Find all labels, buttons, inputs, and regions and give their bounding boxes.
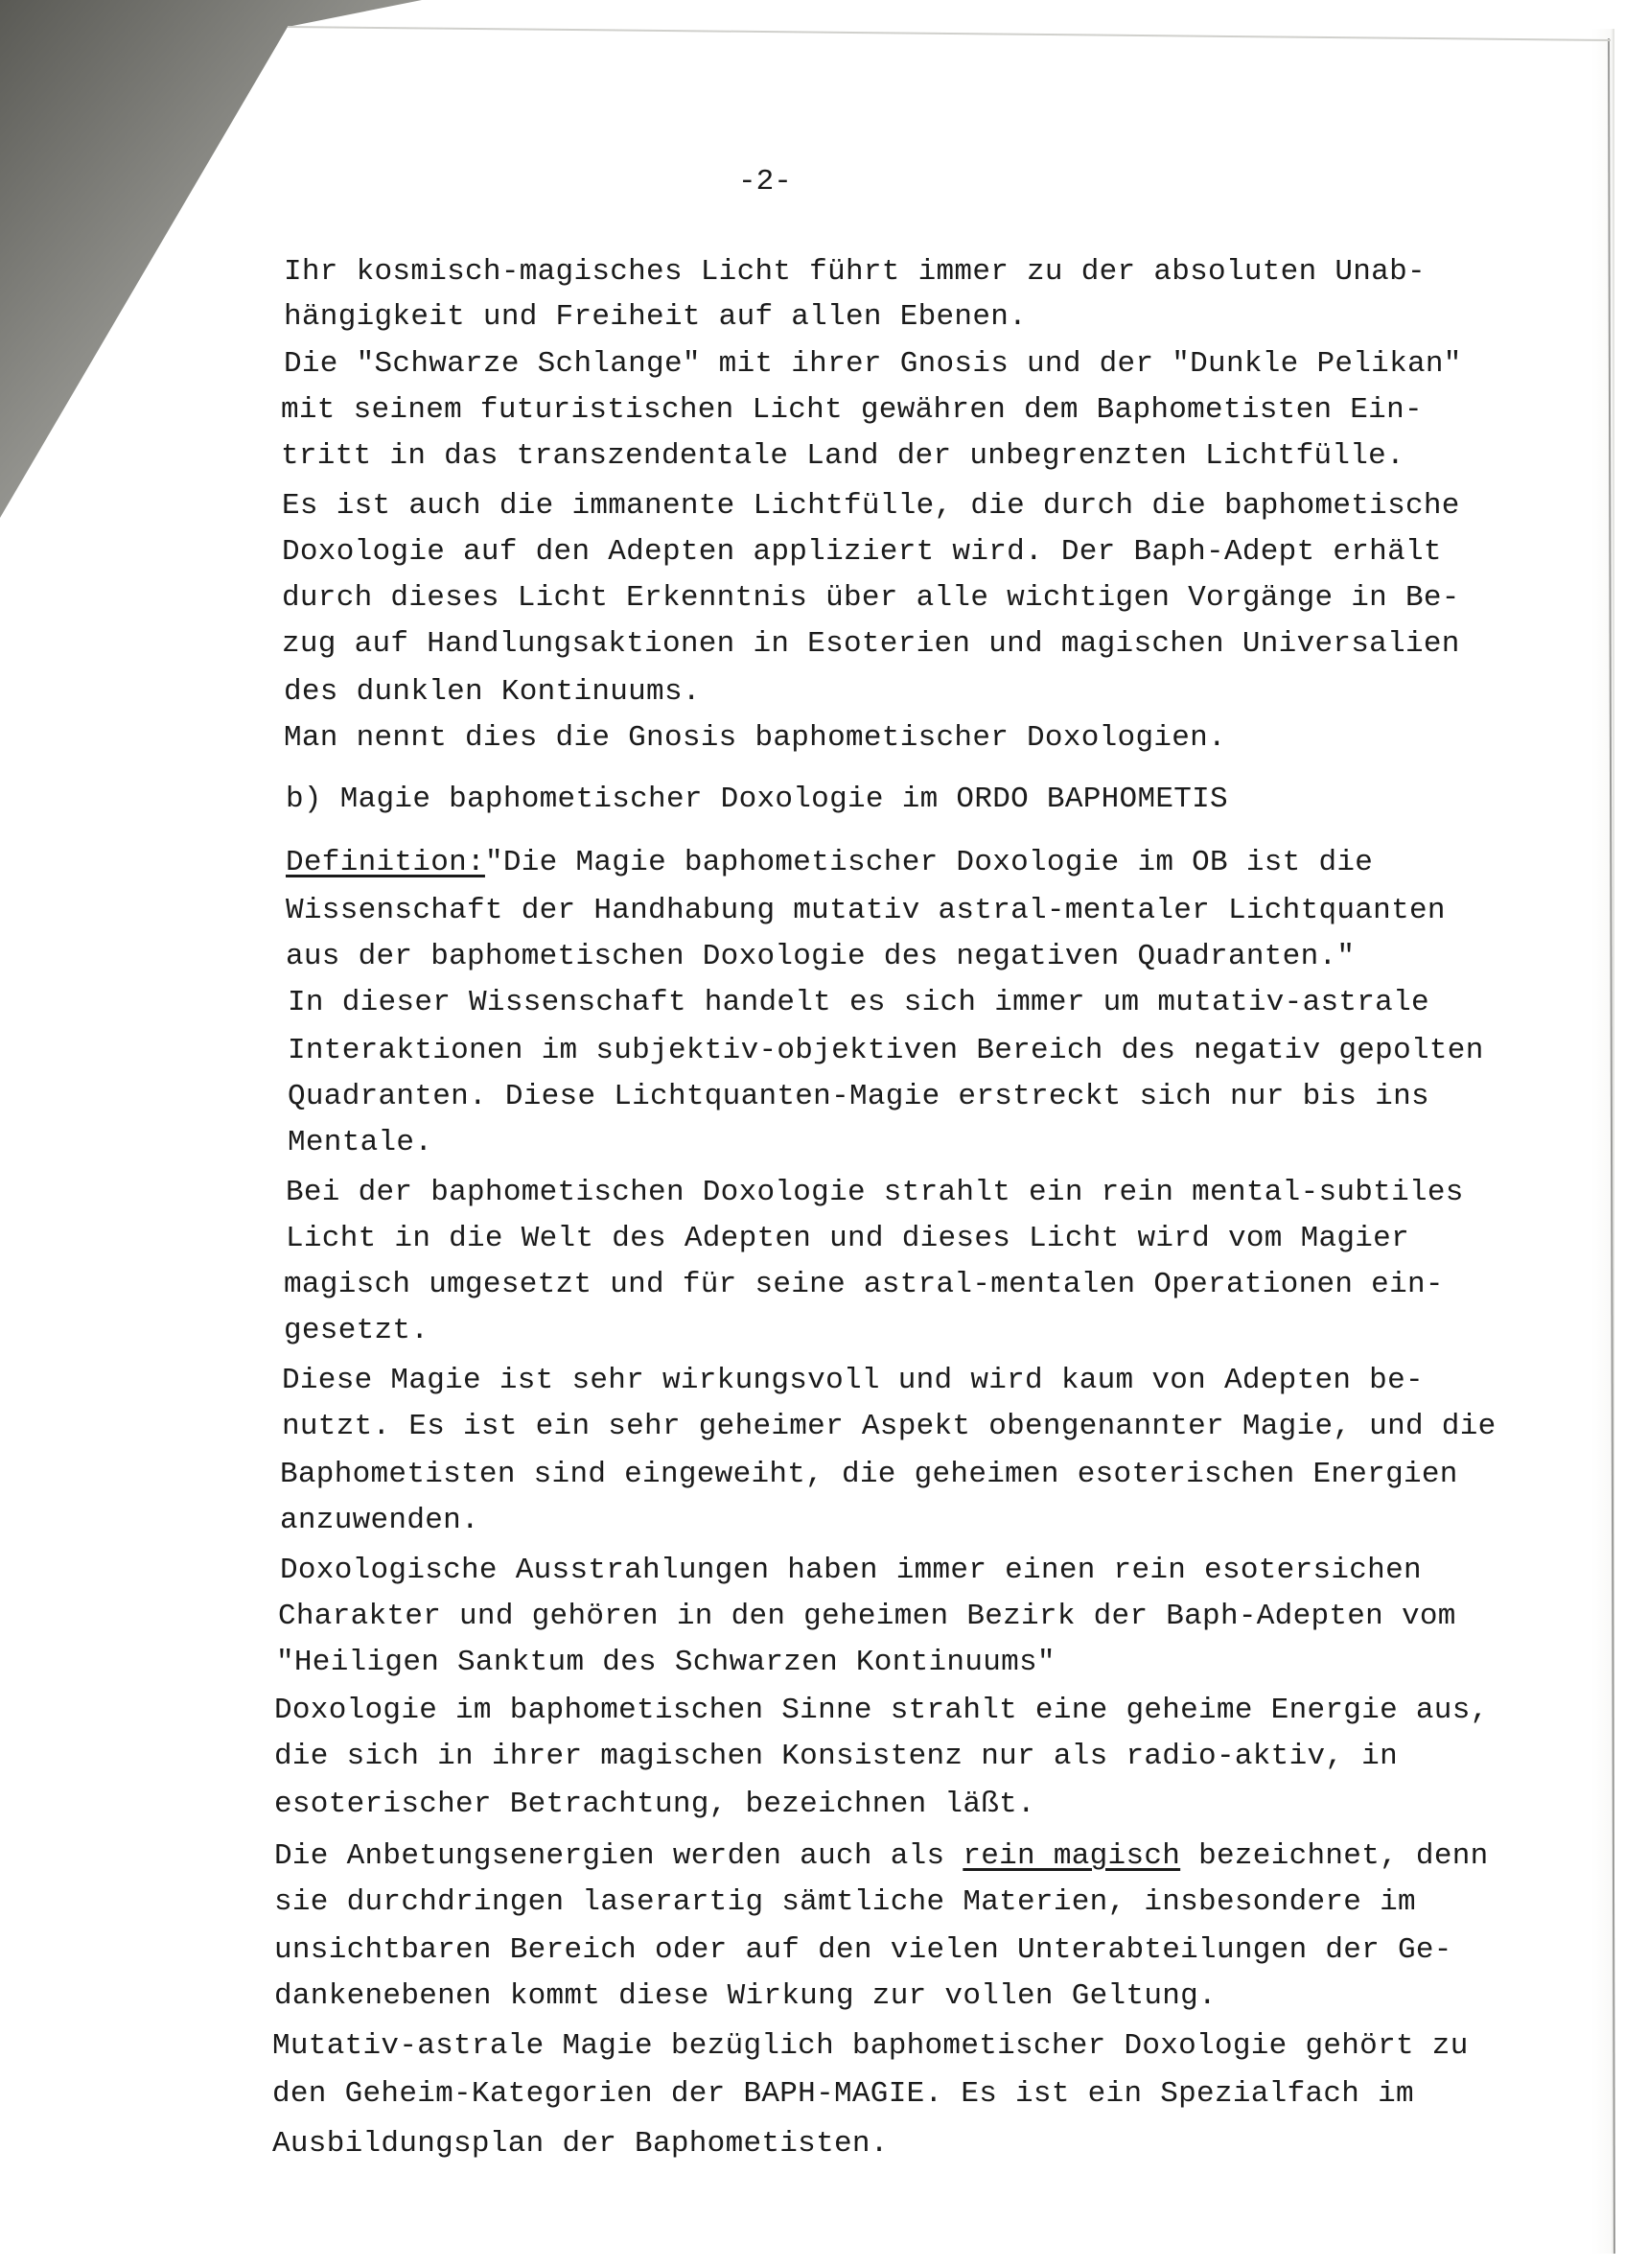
text-line: nutzt. Es ist ein sehr geheimer Aspekt obengenannter Magie, und die (282, 1410, 1497, 1443)
text-line: anzuwenden. (280, 1504, 479, 1537)
anbetung-prefix: Die Anbetungsenergien werden auch als (274, 1839, 963, 1873)
text-line: Doxologie im baphometischen Sinne strahlt eine geheime Energie aus, (274, 1694, 1489, 1727)
definition-line (286, 848, 1373, 877)
text-line: Doxologische Ausstrahlungen haben immer einen rein esotersichen (280, 1554, 1422, 1587)
text-line: Diese Magie ist sehr wirkungsvoll und wird kaum von Adepten be- (282, 1364, 1424, 1397)
text-line: Quadranten. Diese Lichtquanten-Magie erstreckt sich nur bis ins (288, 1080, 1429, 1113)
text-line: esoterischer Betrachtung, bezeichnen läßt. (274, 1788, 1035, 1821)
text-line: mit seinem futuristischen Licht gewähren dem Baphometisten Ein- (281, 393, 1423, 427)
text-line: Mutativ-astrale Magie bezüglich baphometischer Doxologie gehört zu (272, 2029, 1469, 2063)
text-line: Wissenschaft der Handhabung mutativ astral-mentaler Lichtquanten (286, 894, 1446, 927)
text-line: durch dieses Licht Erkenntnis über alle wichtigen Vorgänge in Be- (282, 581, 1460, 615)
text-line: Licht in die Welt des Adepten und dieses Licht wird vom Magier (286, 1222, 1409, 1255)
definition-label: Definition: (286, 846, 485, 879)
text-line: Ihr kosmisch-magisches Licht führt immer zu der absoluten Unab- (284, 255, 1426, 289)
text-line: des dunklen Kontinuums. (284, 675, 701, 709)
anbetung-suffix: bezeichnet, denn (1198, 1839, 1489, 1873)
text-line: Man nennt dies die Gnosis baphometischer Doxologien. (284, 721, 1226, 755)
page-number: -2- (738, 165, 792, 199)
text-line: Baphometisten sind eingeweiht, die geheimen esoterischen Energien (280, 1458, 1458, 1491)
section-heading: b) Magie baphometischer Doxologie im ORDO BAPHOMETIS (286, 783, 1228, 816)
anbetung-line (274, 1841, 1489, 1871)
text-line: Doxologie auf den Adepten appliziert wird. Der Baph-Adept erhält (282, 535, 1442, 569)
text-line: zug auf Handlungsaktionen in Esoterien und magischen Universalien (282, 627, 1460, 661)
rein-magisch-underlined: rein magisch (963, 1839, 1181, 1873)
text-line: Es ist auch die immanente Lichtfülle, die durch die baphometische (282, 489, 1460, 523)
text-line: dankenebenen kommt diese Wirkung zur vollen Geltung. (274, 1979, 1217, 2013)
text-line: In dieser Wissenschaft handelt es sich immer um mutativ-astrale (288, 986, 1429, 1019)
definition-text: "Die Magie baphometischer Doxologie im OB ist die (484, 846, 1374, 879)
text-line: den Geheim-Kategorien der BAPH-MAGIE. Es ist ein Spezialfach im (272, 2077, 1414, 2111)
text-line: "Heiligen Sanktum des Schwarzen Kontinuums" (276, 1646, 1056, 1679)
text-line: Mentale. (288, 1126, 433, 1159)
text-line: die sich in ihrer magischen Konsistenz nur als radio-aktiv, in (274, 1740, 1398, 1773)
text-line: Bei der baphometischen Doxologie strahlt ein rein mental-subtiles (286, 1176, 1464, 1209)
text-line: Charakter und gehören in den geheimen Bezirk der Baph-Adepten vom (278, 1600, 1456, 1633)
text-line: Ausbildungsplan der Baphometisten. (272, 2127, 889, 2161)
text-line: sie durchdringen laserartig sämtliche Materien, insbesondere im (274, 1885, 1416, 1919)
text-line: Interaktionen im subjektiv-objektiven Bereich des negativ gepolten (288, 1034, 1484, 1067)
text-line: hängigkeit und Freiheit auf allen Ebenen. (284, 300, 1028, 334)
text-line: magisch umgesetzt und für seine astral-mentalen Operationen ein- (284, 1268, 1444, 1301)
text-line: tritt in das transzendentale Land der unbegrenzten Lichtfülle. (281, 439, 1404, 473)
text-line: unsichtbaren Bereich oder auf den vielen Unterabteilungen der Ge- (274, 1933, 1452, 1967)
text-line: aus der baphometischen Doxologie des negativen Quadranten." (286, 940, 1356, 973)
text-line: gesetzt. (284, 1314, 429, 1347)
text-line: Die "Schwarze Schlange" mit ihrer Gnosis und der "Dunkle Pelikan" (284, 347, 1462, 381)
